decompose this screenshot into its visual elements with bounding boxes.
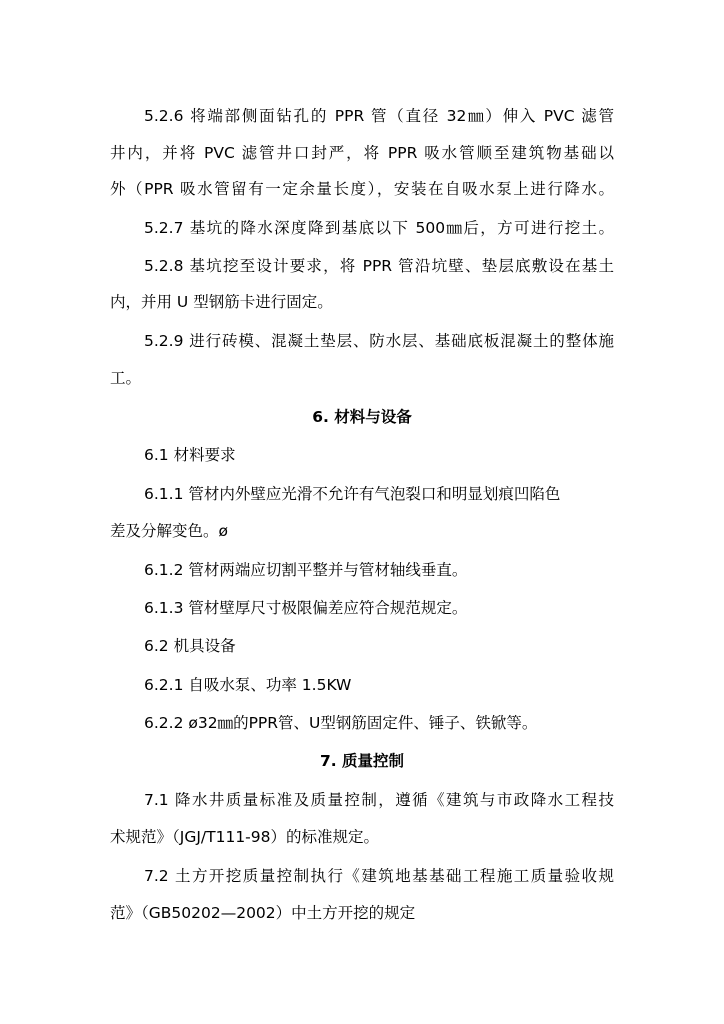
paragraph-5-2-9-line-1: 5.2.9 进行砖模、混凝土垫层、防水层、基础底板混凝土的整体施	[144, 332, 614, 350]
paragraph-7-1-line-2: 术规范》（JGJ/T111-98）的标准规定。	[110, 828, 379, 846]
paragraph-5-2-8-line-1: 5.2.8 基坑挖至设计要求，将 PPR 管沿坑壁、垫层底敷设在基土	[144, 257, 614, 275]
paragraph-6-2-2: 6.2.2 ø32㎜的PPR管、U型钢筋固定件、锤子、铁锨等。	[144, 714, 538, 732]
paragraph-5-2-6-line-2: 井内，并将 PVC 滤管井口封严，将 PPR 吸水管顺至建筑物基础以	[110, 144, 614, 162]
paragraph-7-2-line-2: 范》（GB50202—2002）中土方开挖的规定	[110, 904, 416, 922]
paragraph-5-2-6-line-3: 外（PPR 吸水管留有一定余量长度），安装在自吸水泵上进行降水。	[110, 180, 614, 198]
paragraph-6-2: 6.2 机具设备	[144, 637, 236, 655]
paragraph-5-2-9-line-2: 工。	[110, 369, 142, 387]
paragraph-5-2-7-line-1: 5.2.7 基坑的降水深度降到基底以下 500㎜后，方可进行挖土。	[144, 219, 614, 237]
paragraph-6-2-1: 6.2.1 自吸水泵、功率 1.5KW	[144, 676, 352, 694]
paragraph-6-1: 6.1 材料要求	[144, 446, 236, 464]
paragraph-7-2-line-1: 7.2 土方开挖质量控制执行《建筑地基基础工程施工质量验收规	[144, 867, 614, 885]
section-heading-7: 7. 质量控制	[319, 752, 405, 770]
paragraph-6-1-1-line-1: 6.1.1 管材内外壁应光滑不允许有气泡裂口和明显划痕凹陷色	[144, 485, 561, 503]
paragraph-6-1-1-line-2: 差及分解变色。ø	[110, 522, 228, 540]
paragraph-5-2-8-line-2: 内，并用 U 型钢筋卡进行固定。	[110, 293, 333, 311]
paragraph-6-1-2: 6.1.2 管材两端应切割平整并与管材轴线垂直。	[144, 561, 468, 579]
paragraph-6-1-3: 6.1.3 管材壁厚尺寸极限偏差应符合规范规定。	[144, 599, 468, 617]
paragraph-7-1-line-1: 7.1 降水井质量标准及质量控制，遵循《建筑与市政降水工程技	[144, 791, 614, 809]
section-heading-6: 6. 材料与设备	[312, 408, 412, 426]
paragraph-5-2-6-line-1: 5.2.6 将端部侧面钻孔的 PPR 管（直径 32㎜）伸入 PVC 滤管	[144, 107, 614, 125]
